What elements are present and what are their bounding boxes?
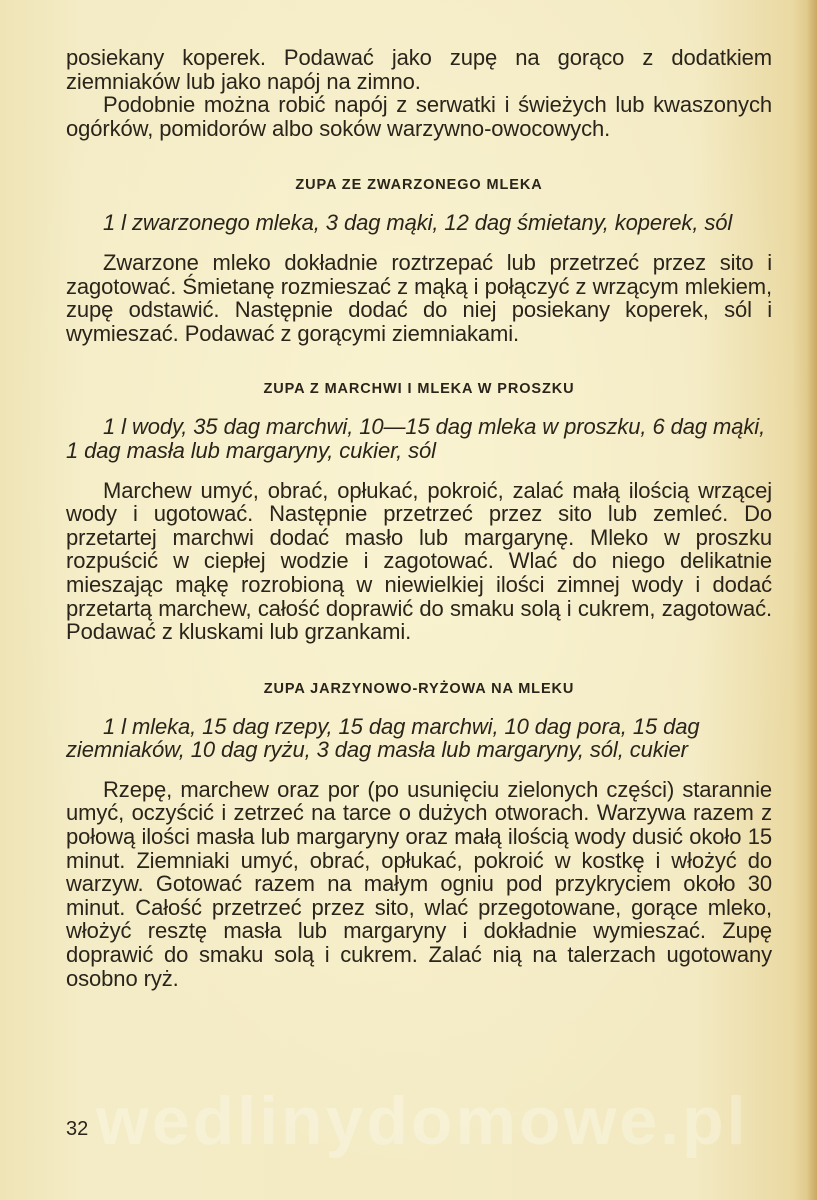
watermark: wedlinydomowe.pl [96, 1083, 749, 1159]
page-number: 32 [66, 1118, 89, 1140]
page-content [66, 46, 772, 990]
recipe-1-ingredients: 1 l zwarzonego mleka, 3 dag mąki, 12 dag śmietany, koperek, sól [103, 210, 733, 236]
recipe-1-instructions: Zwarzone mleko dokładnie roztrzepać lub przetrzeć przez sito i zagotować. Śmietanę rozmieszać z mąką i połączyć z wrzącym mlekiem, zupę odstawić. Następnie dodać do niej posiekany koperek, sól i wymieszać. Podawać z gorącymi ziemniakami. [66, 249, 772, 346]
recipe-3-instructions: Rzepę, marchew oraz por (po usunięciu zielonych części) starannie umyć, oczyścić i zetrzeć na tarce o dużych otworach. Warzywa razem z połową ilości masła lub margaryny oraz małą ilością wody dusić około 15 minut. Ziemniaki umyć, obrać, opłukać, pokroić w kostkę i włożyć do warzyw. Gotować razem na małym ogniu pod przykryciem około 30 minut. Całość przetrzeć przez sito, wlać przegotowane, gorące mleko, włożyć resztę masła lub margaryny i dokładnie wymieszać. Zupę doprawić do smaku solą i cukrem. Zalać nią na talerzach ugotowany osobno ryż. [66, 776, 772, 991]
intro-paragraph-2: Podobnie można robić napój z serwatki i świeżych lub kwaszonych ogórków, pomidorów albo soków warzywno-owocowych. [66, 92, 772, 141]
recipe-3-ingredients: 1 l mleka, 15 dag rzepy, 15 dag marchwi, 10 dag pora, 15 dag ziemniaków, 10 dag ryżu, 3 dag masła lub margaryny, sól, cukier [66, 713, 700, 763]
recipe-1-title: ZUPA ZE ZWARZONEGO MLEKA [295, 177, 543, 194]
page-edge-shadow [807, 0, 817, 1200]
recipe-2-instructions: Marchew umyć, obrać, opłukać, pokroić, zalać małą ilością wrzącej wody i ugotować. Następnie przetrzeć przez sito lub zemleć. Do przetartej marchwi dodać masło lub margarynę. Mleko w proszku rozpuścić w ciepłej wodzie i zagotować. Wlać do niego delikatnie mieszając mąkę rozrobioną w niewielkiej ilości zimnej wody i dodać przetartą marchew, całość doprawić do smaku solą i cukrem, zagotować. Podawać z kluskami lub grzankami. [66, 477, 772, 645]
recipe-3-title: ZUPA JARZYNOWO-RYŻOWA NA MLEKU [263, 680, 575, 697]
recipe-2-title: ZUPA Z MARCHWI I MLEKA W PROSZKU [263, 381, 575, 398]
recipe-2-ingredients: 1 l wody, 35 dag marchwi, 10—15 dag mleka w proszku, 6 dag mąki, 1 dag masła lub margaryny, cukier, sól [66, 414, 766, 463]
intro-paragraph-1: posiekany koperek. Podawać jako zupę na gorąco z dodatkiem ziemniaków lub jako napój na zimno. [66, 45, 772, 94]
